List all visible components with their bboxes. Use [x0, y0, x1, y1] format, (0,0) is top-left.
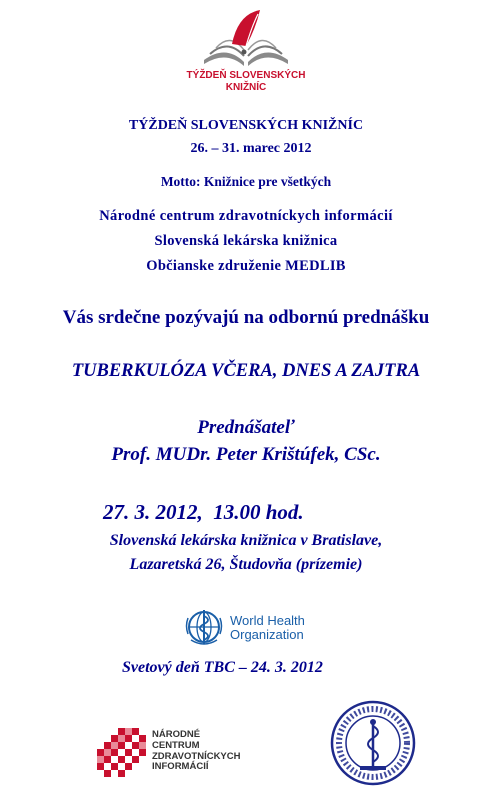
nczi-line-3: ZDRAVOTNÍCKYCH	[152, 750, 241, 762]
world-tb-day: Svetový deň TBC – 24. 3. 2012	[122, 659, 323, 676]
speaker-name: Prof. MUDr. Peter Krištúfek, CSc.	[111, 444, 381, 465]
event-dates: 26. – 31. marec 2012	[190, 141, 312, 156]
organizer-2: Slovenská lekárska knižnica	[154, 233, 338, 249]
who-line-2: Organization	[230, 627, 304, 642]
library-seal-icon	[330, 700, 416, 786]
logo-line-2: KNIŽNÍC	[225, 82, 267, 93]
speaker-label: Prednášateľ	[197, 417, 295, 438]
nczi-line-4: INFORMÁCIÍ	[152, 761, 209, 773]
nczi-line-1: NÁRODNÉ	[152, 729, 201, 740]
nczi-checker-icon	[94, 726, 148, 778]
event-motto: Motto: Knižnice pre všetkých	[160, 174, 332, 189]
slovak-medical-library-seal	[330, 700, 416, 786]
venue-line-2: Lazaretská 26, Študovňa (prízemie)	[129, 556, 363, 573]
venue-line-1: Slovenská lekárska knižnica v Bratislave,	[109, 532, 383, 549]
invitation-text: Vás srdečne pozývajú na odbornú prednášku	[62, 307, 430, 328]
nczi-line-2: CENTRUM	[152, 739, 200, 751]
who-emblem-icon	[182, 606, 226, 648]
organizer-1: Národné centrum zdravotníckych informácií	[99, 208, 393, 224]
nczi-logo	[94, 726, 274, 786]
organizer-3: Občianske združenie MEDLIB	[146, 258, 346, 274]
who-logo	[182, 606, 312, 648]
who-line-1: World Health	[230, 613, 305, 628]
event-title: TÝŽDEŇ SLOVENSKÝCH KNIŽNÍC	[128, 118, 364, 133]
lecture-datetime: 27. 3. 2012, 13.00 hod.	[103, 500, 304, 524]
logo-line-1: TÝŽDEŇ SLOVENSKÝCH	[186, 70, 306, 81]
open-book-icon	[186, 4, 306, 76]
week-of-libraries-logo	[186, 4, 306, 100]
lecture-title: TUBERKULÓZA VČERA, DNES A ZAJTRA	[71, 361, 421, 381]
